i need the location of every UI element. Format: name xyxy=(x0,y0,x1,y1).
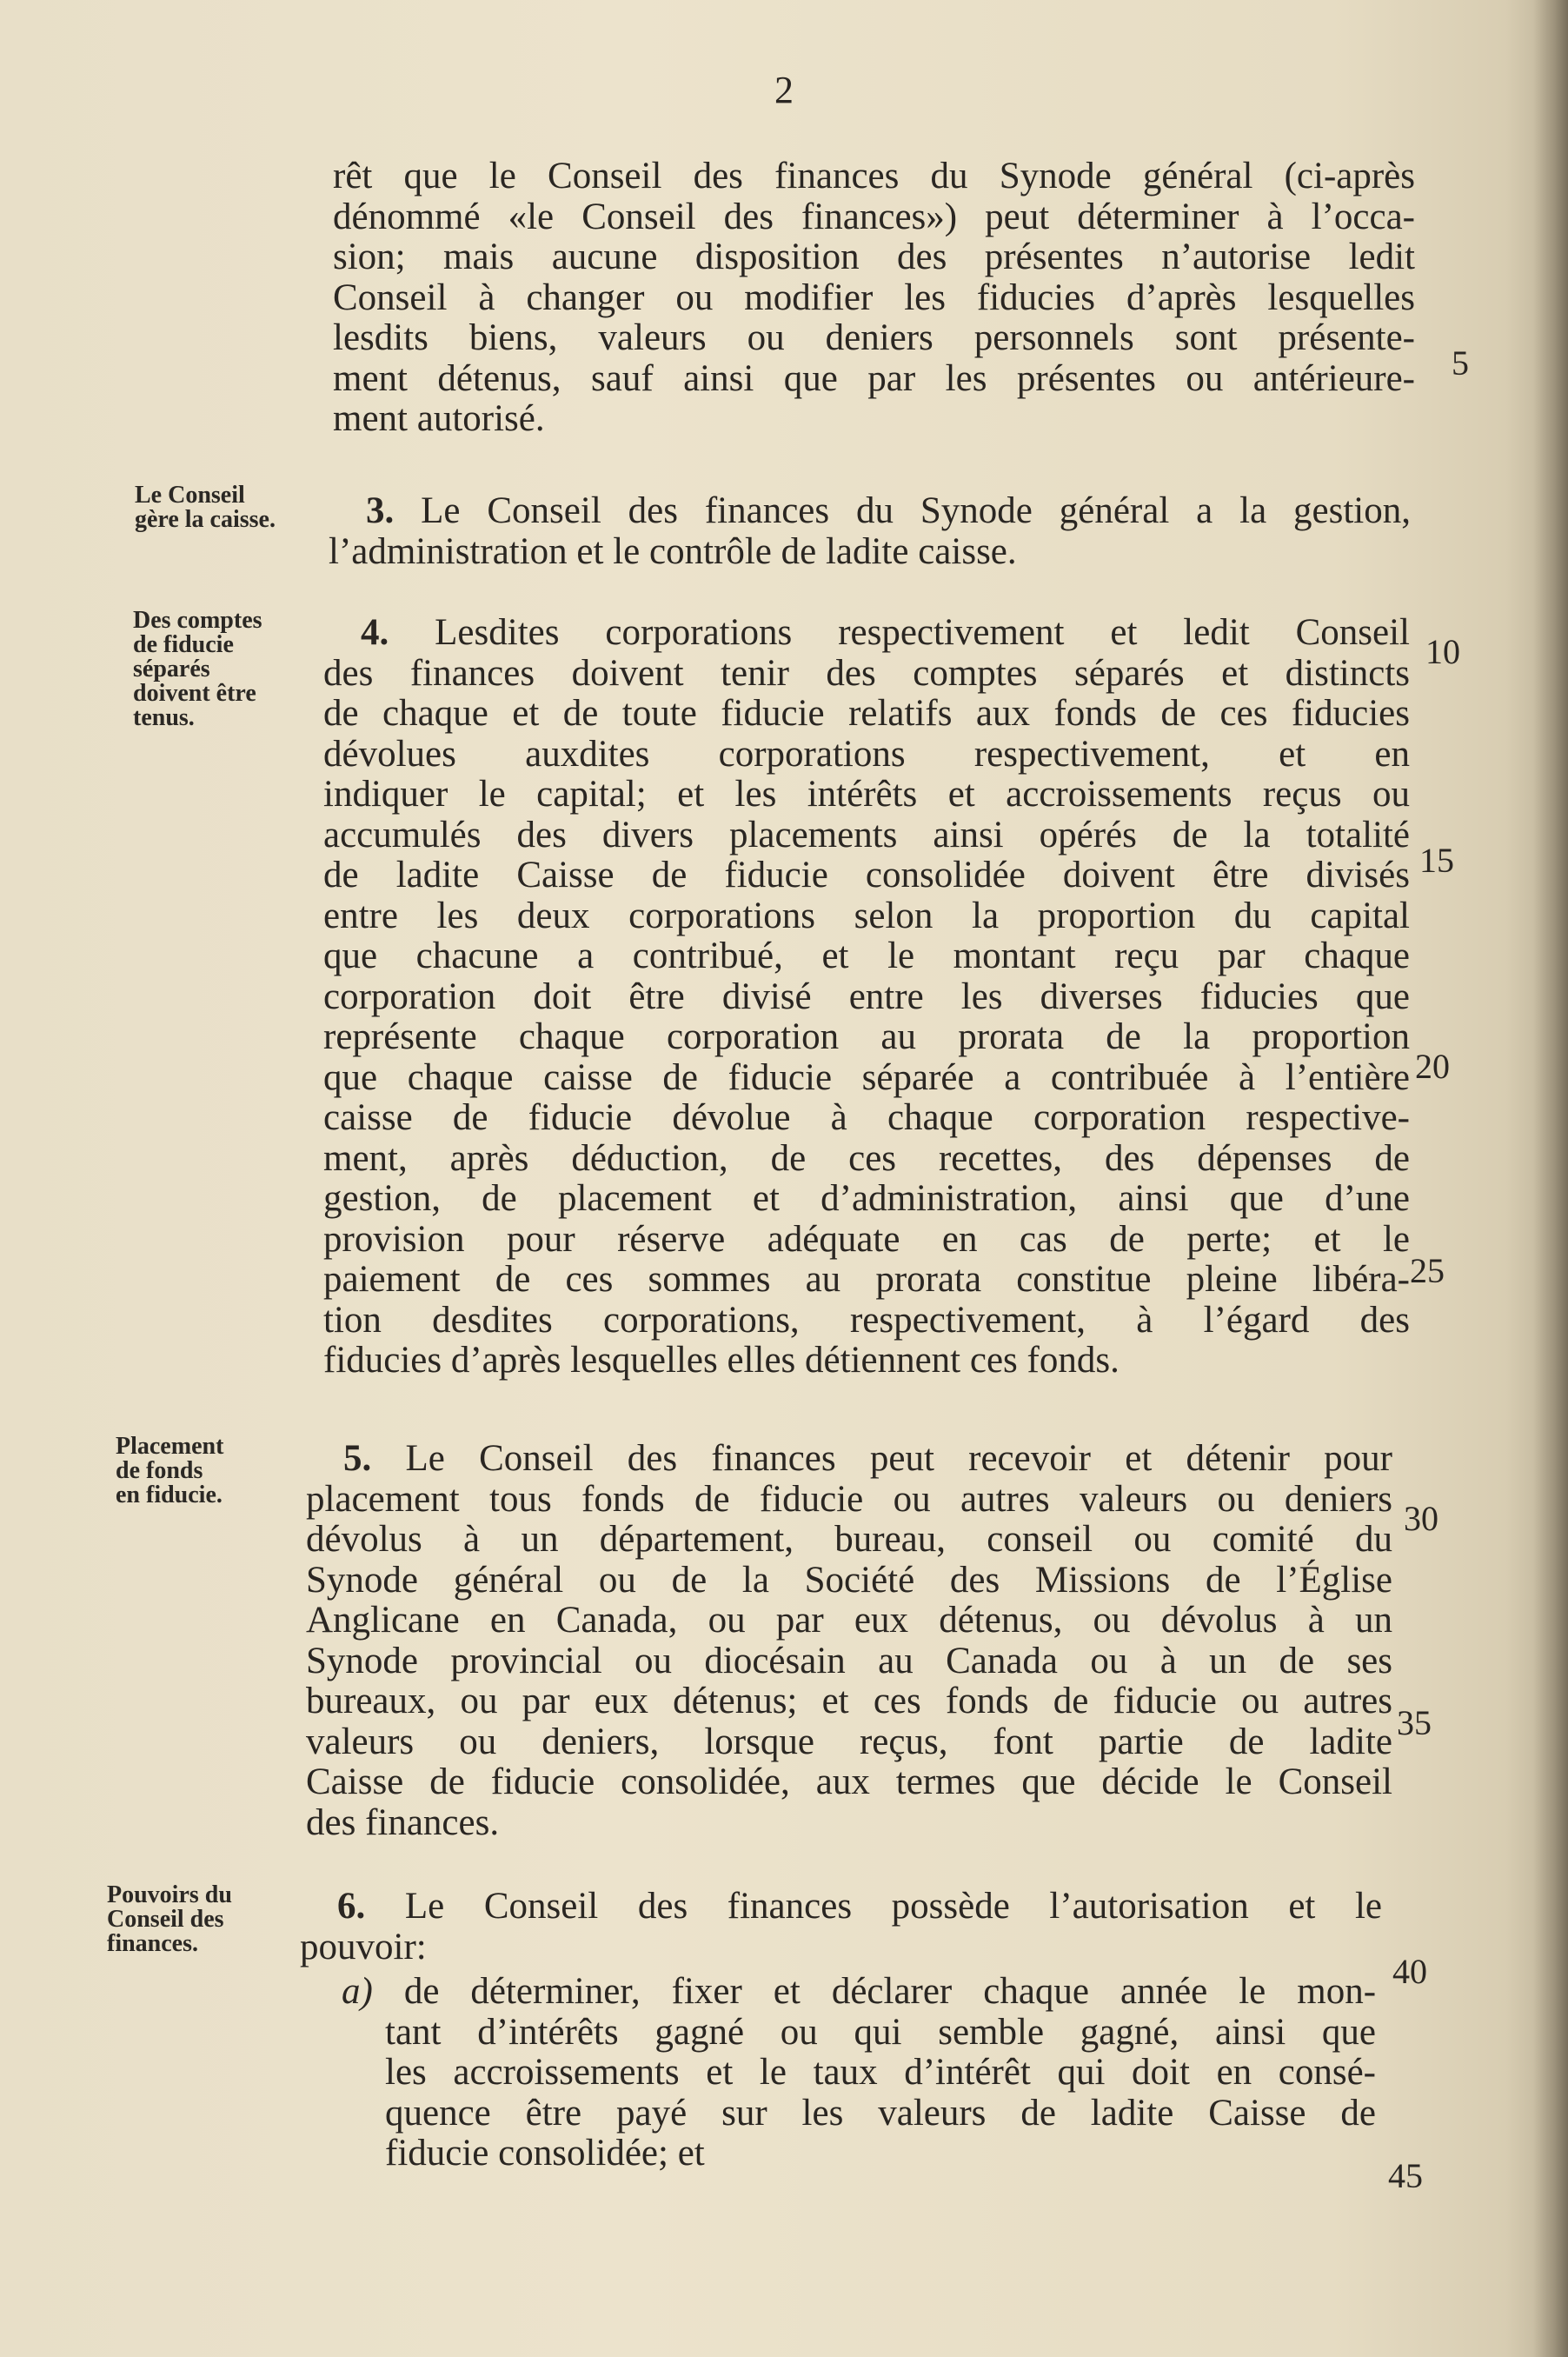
text-line: paiement de ces sommes au prorata constitue pleine libéra- xyxy=(323,1259,1410,1300)
marginal-note-line: gère la caisse. xyxy=(135,506,276,533)
text-line: rêt que le Conseil des finances du Synode général (ci-après xyxy=(333,156,1415,196)
line-number: 25 xyxy=(1410,1251,1445,1290)
text-line-content: Le Conseil des finances peut recevoir et détenir pour xyxy=(405,1438,1393,1479)
page-number: 2 xyxy=(774,69,794,111)
text-line: lesdits biens, valeurs ou deniers personnels sont présente- xyxy=(333,317,1415,358)
text-line: ment détenus, sauf ainsi que par les présentes ou antérieure- xyxy=(333,357,1415,399)
text-line: que chacune a contribué, et le montant reçu par chaque xyxy=(323,935,1410,976)
marginal-note-line: de fonds xyxy=(116,1457,203,1484)
text-line: tion desdites corporations, respectivement, à l’égard des xyxy=(323,1299,1410,1341)
text-line: fiducie consolidée; et xyxy=(385,2133,705,2174)
line-number: 15 xyxy=(1419,841,1454,880)
line-number: 5 xyxy=(1452,343,1469,383)
text-line: accumulés des divers placements ainsi opérés de la totalité xyxy=(323,814,1410,856)
text-line: indiquer le capital; et les intérêts et accroissements reçus ou xyxy=(323,774,1410,815)
text-line xyxy=(300,1887,1382,1928)
marginal-note-line: séparés xyxy=(133,656,210,682)
text-line: tant d’intérêts gagné ou qui semble gagné, ainsi que xyxy=(385,2011,1376,2053)
marginal-note-line: Pouvoirs du xyxy=(107,1881,232,1908)
line-number: 35 xyxy=(1397,1703,1432,1742)
text-line xyxy=(306,1439,1392,1480)
text-line: les accroissements et le taux d’intérêt qui doit en consé- xyxy=(385,2052,1376,2093)
text-line: ment, après déduction, de ces recettes, des dépenses de xyxy=(323,1137,1410,1179)
text-line: des finances. xyxy=(306,1801,500,1843)
marginal-note-line: Conseil des xyxy=(107,1906,224,1933)
text-line xyxy=(329,491,1411,532)
section-number: 3. xyxy=(366,490,395,531)
line-number: 20 xyxy=(1415,1047,1450,1086)
text-line: sion; mais aucune disposition des présentes n’autorise ledit xyxy=(333,236,1415,277)
section-continuation xyxy=(333,156,1415,440)
text-line: valeurs ou deniers, lorsque reçus, font partie de ladite xyxy=(306,1721,1392,1762)
text-line: Conseil à changer ou modifier les fiducies d’après lesquelles xyxy=(333,276,1415,318)
line-number: 40 xyxy=(1392,1952,1427,1991)
line-number: 30 xyxy=(1404,1499,1438,1538)
marginal-note-line: de fiducie xyxy=(133,631,234,658)
text-line: dévolus à un département, bureau, conseil ou comité du xyxy=(306,1519,1392,1560)
text-line: pouvoir: xyxy=(300,1926,427,1967)
section-number: 6. xyxy=(337,1886,366,1927)
text-line: provision pour réserve adéquate en cas de perte; et le xyxy=(323,1218,1410,1260)
marginal-note-conseil-gere xyxy=(135,483,276,532)
section-3 xyxy=(329,491,1411,572)
text-line: de chaque et de toute fiducie relatifs aux fonds de ces fiducies xyxy=(323,693,1410,734)
text-line: de ladite Caisse de fiducie consolidée doivent être divisés xyxy=(323,855,1410,896)
section-6 xyxy=(300,1887,1382,1967)
section-4 xyxy=(323,613,1410,1382)
text-line: représente chaque corporation au prorata de la proportion xyxy=(323,1016,1410,1057)
text-line: caisse de fiducie dévolue à chaque corporation respective- xyxy=(323,1097,1410,1138)
text-line: Caisse de fiducie consolidée, aux termes que décide le Conseil xyxy=(306,1761,1392,1802)
text-line xyxy=(323,613,1410,654)
text-line-content: Lesdites corporations respectivement et ledit Conseil xyxy=(435,612,1411,653)
text-line: bureaux, ou par eux détenus; et ces fonds de fiducie ou autres xyxy=(306,1681,1392,1721)
text-line: que chaque caisse de fiducie séparée a contribuée à l’entière xyxy=(323,1056,1410,1098)
section-5 xyxy=(306,1439,1392,1843)
text-line-content: Le Conseil des finances possède l’autorisation et le xyxy=(404,1886,1382,1927)
marginal-note-line: Le Conseil xyxy=(135,482,245,509)
text-line: quence être payé sur les valeurs de ladite Caisse de xyxy=(385,2092,1376,2134)
text-line: placement tous fonds de fiducie ou autres valeurs ou deniers xyxy=(306,1478,1392,1520)
marginal-note-placement xyxy=(116,1435,223,1508)
text-line: l’administration et le contrôle de ladite caisse. xyxy=(329,530,1017,572)
subsection-a xyxy=(342,1972,1376,2174)
line-number: 45 xyxy=(1388,2156,1423,2195)
text-line: gestion, de placement et d’administration, ainsi que d’une xyxy=(323,1178,1410,1219)
marginal-note-comptes-separes xyxy=(133,609,262,730)
section-number: 4. xyxy=(361,612,389,653)
marginal-note-line: Placement xyxy=(116,1433,224,1460)
text-line: fiducies d’après lesquelles elles détiennent ces fonds. xyxy=(323,1340,1120,1381)
subsection-letter: a) xyxy=(342,1971,373,2012)
line-number: 10 xyxy=(1425,632,1460,671)
text-line: Anglicane en Canada, ou par eux détenus, ou dévolus à un xyxy=(306,1600,1392,1641)
text-line: corporation doit être divisé entre les diverses fiducies que xyxy=(323,975,1410,1017)
marginal-note-pouvoirs xyxy=(107,1883,232,1956)
marginal-note-line: Des comptes xyxy=(133,607,262,634)
text-line: ment autorisé. xyxy=(333,398,545,439)
text-line-content: de déterminer, fixer et déclarer chaque année le mon- xyxy=(403,1971,1377,2012)
text-line: Synode provincial ou diocésain au Canada ou à un de ses xyxy=(306,1640,1392,1681)
text-line xyxy=(342,1972,1376,2013)
marginal-note-line: tenus. xyxy=(133,704,195,731)
text-line: dénommé «le Conseil des finances») peut déterminer à l’occa- xyxy=(333,196,1415,237)
text-line: dévolues auxdites corporations respectivement, et en xyxy=(323,733,1410,775)
marginal-note-line: en fiducie. xyxy=(116,1481,223,1508)
text-line: entre les deux corporations selon la proportion du capital xyxy=(323,895,1410,936)
marginal-note-line: doivent être xyxy=(133,680,256,707)
text-line: des finances doivent tenir des comptes séparés et distincts xyxy=(323,652,1410,694)
marginal-note-line: finances. xyxy=(107,1930,198,1957)
text-line-content: Le Conseil des finances du Synode général a la gestion, xyxy=(421,490,1411,531)
text-line: Synode général ou de la Société des Missions de l’Église xyxy=(306,1559,1392,1601)
section-number: 5. xyxy=(343,1438,372,1479)
page-edge-shadow xyxy=(1533,0,1568,2357)
